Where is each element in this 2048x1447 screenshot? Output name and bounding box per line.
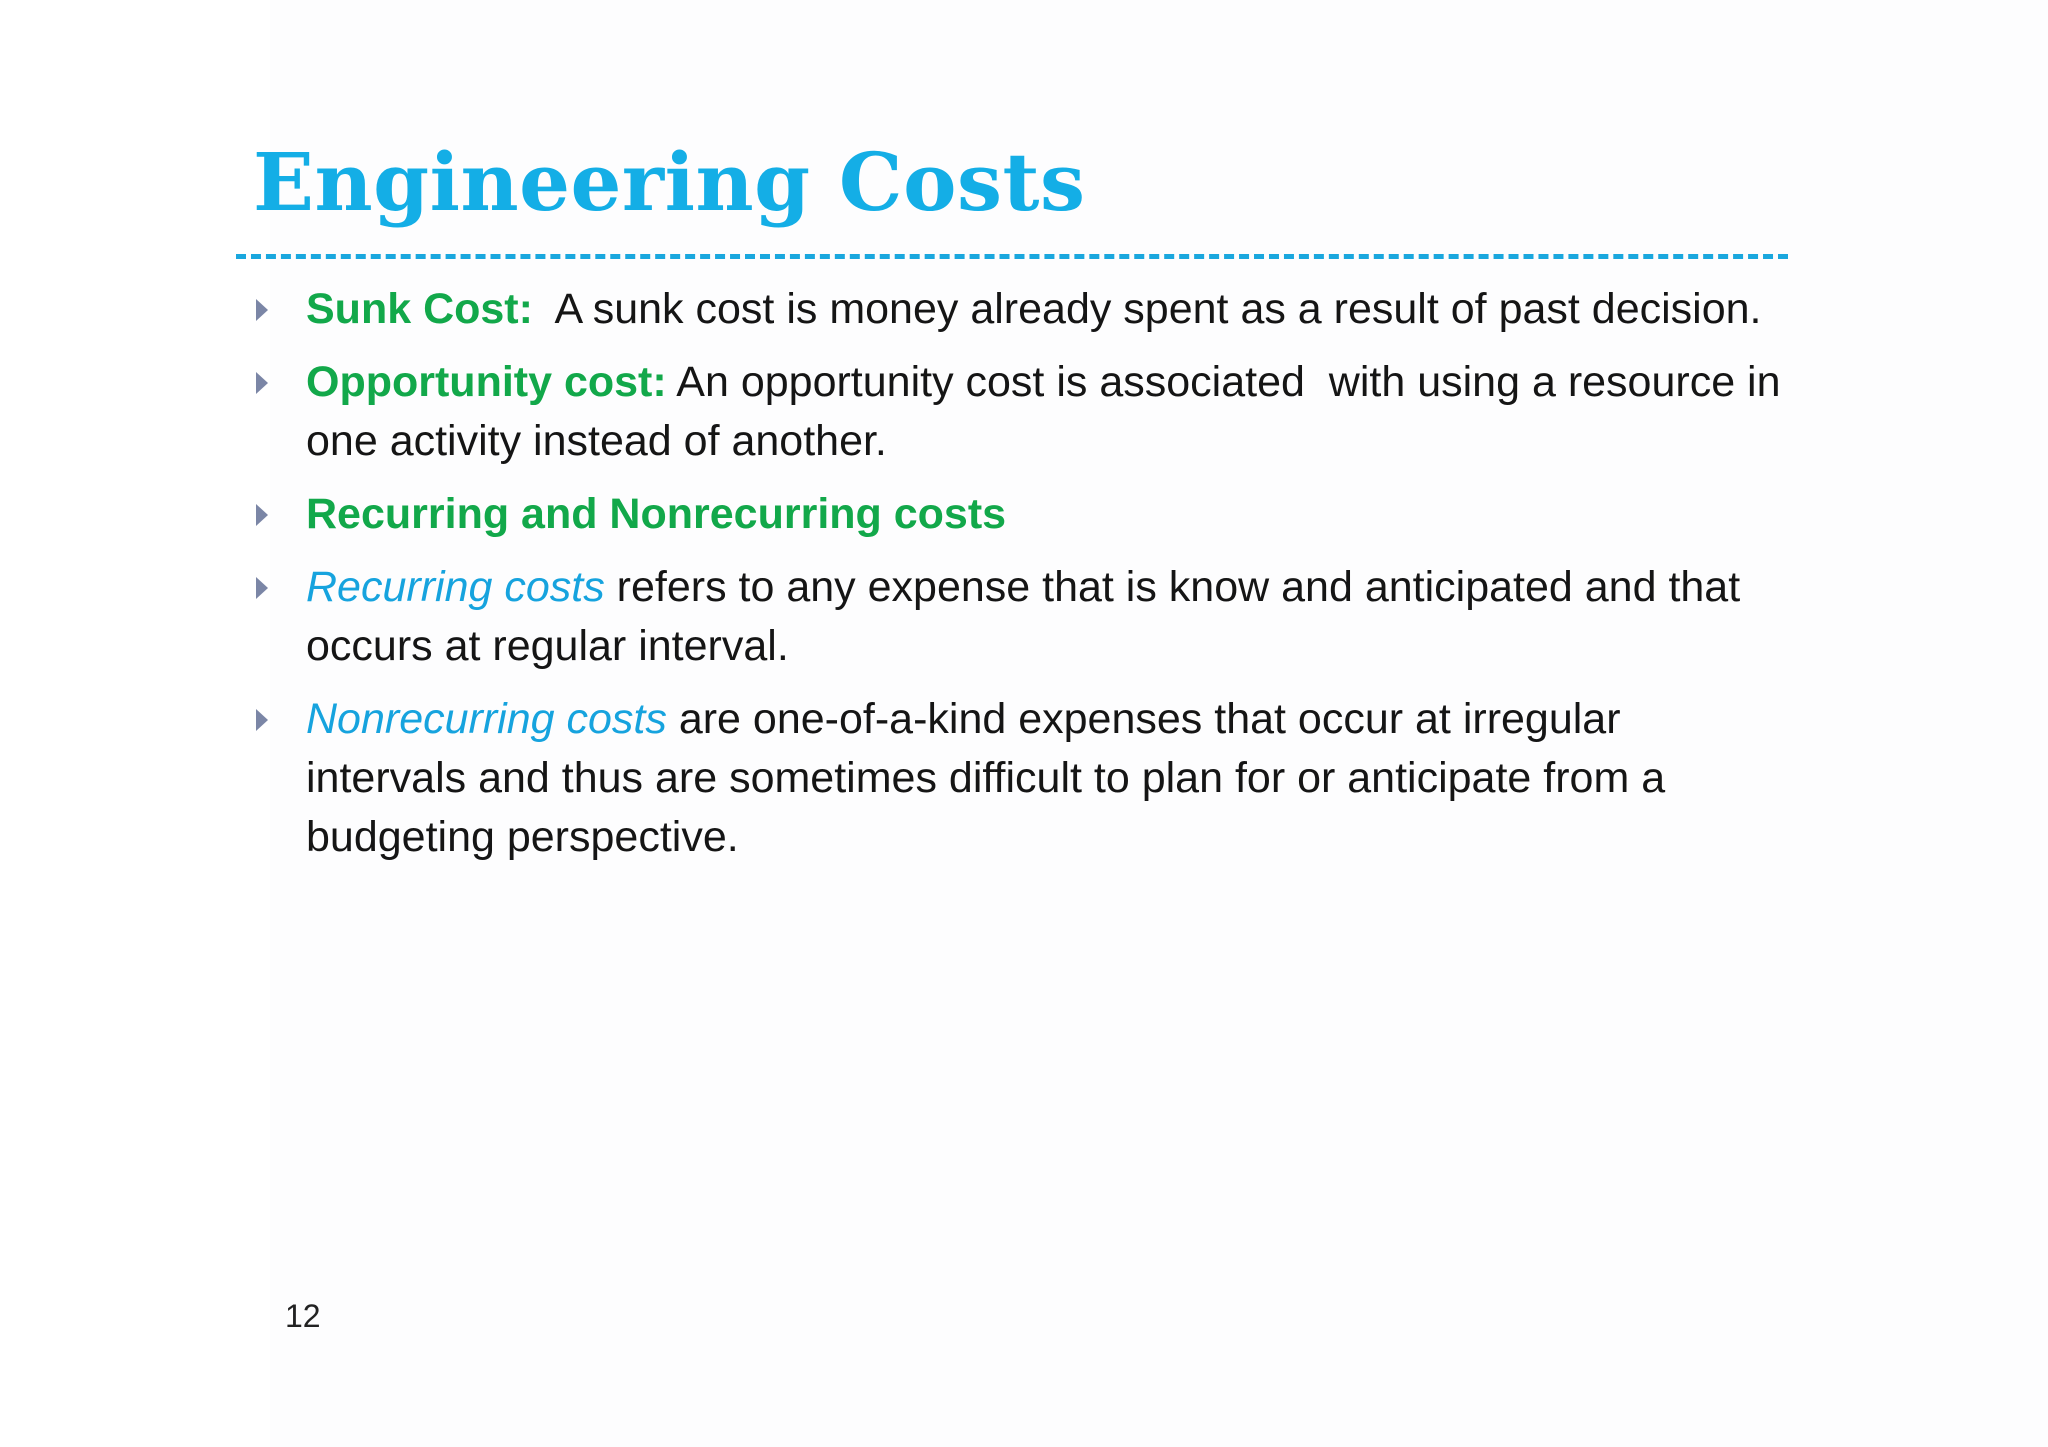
bullet-item-opportunity-cost — [252, 353, 1792, 471]
triangle-right-icon — [256, 577, 268, 599]
bullet-term: Opportunity cost: — [306, 358, 667, 406]
bullet-text: refers to any expense that is know and anticipated and that occurs at regular interval. — [306, 563, 1741, 670]
bullet-item-recurring-nonrecurring — [252, 485, 1792, 544]
triangle-right-icon — [256, 709, 268, 731]
slide-title: Engineering Costs — [253, 135, 1086, 229]
bullet-list — [252, 280, 1792, 881]
bullet-item-recurring-costs — [252, 558, 1792, 676]
bullet-term: Sunk Cost: — [306, 285, 533, 333]
bullet-text: are one-of-a-kind expenses that occur at irregular intervals and thus are sometimes difficult to plan for or anticipate from a budgeting perspective. — [306, 695, 1666, 861]
title-dashed-divider — [236, 254, 1788, 259]
bullet-item-nonrecurring-costs — [252, 690, 1792, 867]
triangle-right-icon — [256, 372, 268, 394]
triangle-right-icon — [256, 504, 268, 526]
page-number: 12 — [285, 1298, 321, 1334]
bullet-term: Recurring and Nonrecurring costs — [306, 490, 1007, 538]
bullet-text: A sunk cost is money already spent as a result of past decision. — [532, 285, 1762, 333]
bullet-text: An opportunity cost is associated with using a resource in one activity instead of another. — [306, 358, 1793, 465]
bullet-term: Nonrecurring costs — [306, 695, 667, 743]
triangle-right-icon — [256, 299, 268, 321]
bullet-item-sunk-cost — [252, 280, 1792, 339]
bullet-term: Recurring costs — [306, 563, 605, 611]
